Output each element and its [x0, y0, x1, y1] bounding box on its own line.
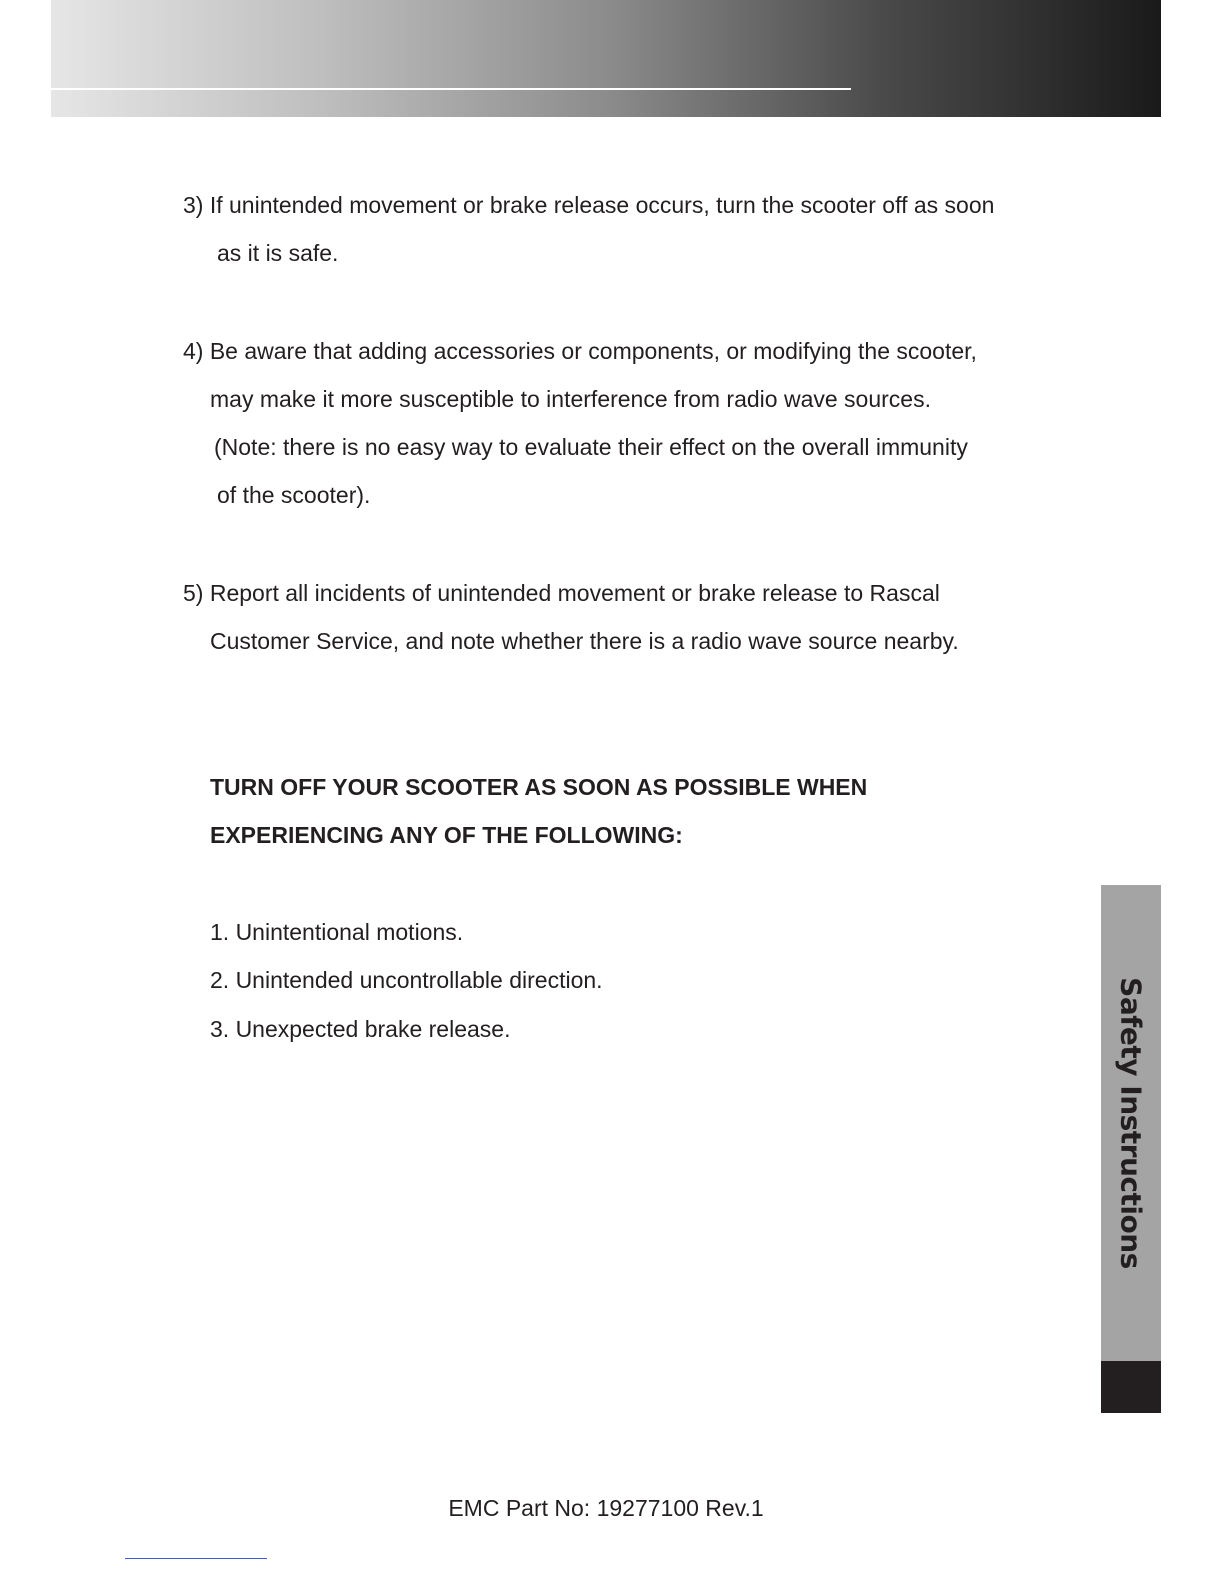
condition-item: 3. Unexpected brake release.	[210, 1016, 511, 1042]
side-tab-label: Safety Instructions	[1114, 977, 1148, 1269]
warning-heading-line-1: TURN OFF YOUR SCOOTER AS SOON AS POSSIBLE WHEN	[210, 774, 868, 800]
item-4-line-1: 4) Be aware that adding accessories or components, or modifying the scooter,	[183, 338, 977, 364]
item-4-line-2: may make it more susceptible to interference from radio wave sources.	[210, 386, 931, 412]
footer-underline	[125, 1558, 267, 1559]
header-band	[51, 0, 1161, 117]
item-5-line-1: 5) Report all incidents of unintended movement or brake release to Rascal	[183, 580, 940, 606]
item-4-line-3: (Note: there is no easy way to evaluate their effect on the overall immunity	[214, 434, 968, 460]
item-3-line-1: 3) If unintended movement or brake release occurs, turn the scooter off as soon	[183, 192, 995, 218]
warning-heading-line-2: EXPERIENCING ANY OF THE FOLLOWING:	[210, 822, 683, 848]
footer-part-number: EMC Part No: 19277100 Rev.1	[448, 1495, 764, 1521]
item-4-line-4: of the scooter).	[217, 482, 371, 508]
side-tab-marker	[1101, 1361, 1161, 1413]
item-5-line-2: Customer Service, and note whether there is a radio wave source nearby.	[210, 628, 959, 654]
header-rule	[51, 88, 851, 90]
condition-item: 2. Unintended uncontrollable direction.	[210, 967, 603, 993]
section-side-tab	[1101, 885, 1161, 1361]
condition-item: 1. Unintentional motions.	[210, 919, 464, 945]
item-3-line-2: as it is safe.	[217, 240, 339, 266]
